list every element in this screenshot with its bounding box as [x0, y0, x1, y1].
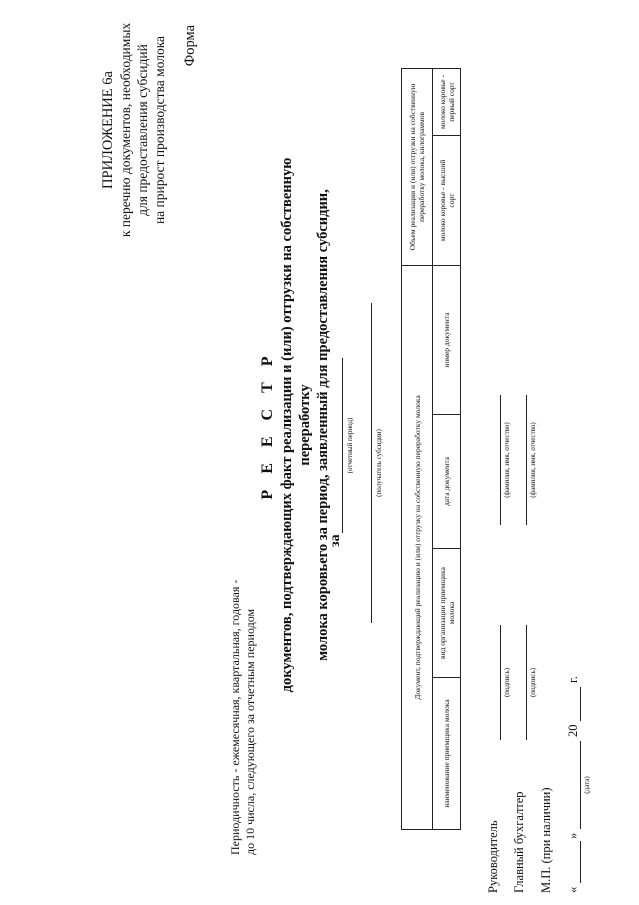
accountant-label: Главный бухгалтер [512, 791, 526, 893]
form-label: Форма [182, 25, 198, 67]
period-underline [342, 358, 343, 533]
table-column-header: наименование приемщика молока [442, 699, 451, 808]
table-group-header: Объем реализации и (или) отгрузки на собственную переработку молока, килограммов [408, 83, 426, 251]
name-line [526, 395, 527, 525]
name-caption: (фамилия, имя, отчество) [503, 422, 511, 498]
name-line [500, 395, 501, 525]
signature-caption: (подпись) [503, 667, 511, 698]
periodicity-note [228, 580, 258, 855]
periodicity-line: до 10 числа, следующего за отчетным периодом [243, 608, 257, 855]
recipient-underline [371, 303, 372, 623]
register-title: Р Е Е С Т Р [259, 350, 276, 500]
year-line [580, 687, 581, 721]
register-subtitle-line: молока коровьего за период, заявленный для предоставления субсидии, [315, 189, 331, 661]
year-prefix: 20 [566, 724, 580, 737]
date-close-quote: » [566, 832, 580, 839]
recipient-caption: (получатель субсидии) [375, 429, 383, 497]
appendix-line: на прирост производства молока [152, 35, 167, 225]
table-column-header: номер документа [442, 312, 451, 368]
signature-caption: (подпись) [529, 667, 537, 698]
name-caption: (фамилия, имя, отчество) [529, 422, 537, 498]
day-line [580, 841, 581, 883]
date-open-quote: « [566, 886, 580, 893]
period-caption: (отчетный период) [346, 417, 354, 474]
register-table [401, 68, 461, 830]
table-column-header: дата документа [442, 456, 451, 507]
appendix-title: ПРИЛОЖЕНИЕ 6а [100, 71, 116, 189]
table-column-header: молоко коровье - первый сорт [437, 75, 456, 129]
table-column-header: молоко коровье - высший сорт [437, 159, 456, 242]
appendix-header [100, 15, 168, 245]
appendix-line: к перечню документов, необходимых [118, 22, 133, 238]
signature-line [500, 625, 501, 740]
signature-line [526, 625, 527, 740]
periodicity-line: Периодичность - ежемесячная, квартальная, годовая - [228, 579, 242, 855]
head-label: Руководитель [486, 820, 500, 893]
table-group-header: Документ, подтверждающий реализацию и (или) отгрузку на собственную переработку молока [412, 395, 422, 700]
year-suffix: г. [566, 676, 580, 683]
seal-label: М.П. (при наличии) [539, 787, 553, 893]
register-title-block [258, 145, 332, 705]
register-subtitle-line: документов, подтверждающих факт реализации и (или) отгрузки на собственную переработку [279, 157, 313, 693]
month-line [580, 741, 581, 829]
za-label: за [328, 534, 343, 547]
table-column-header: вид организации приемщика молока [437, 567, 456, 659]
appendix-line: для предоставления субсидий [135, 44, 150, 216]
date-caption: (дата) [583, 776, 591, 794]
